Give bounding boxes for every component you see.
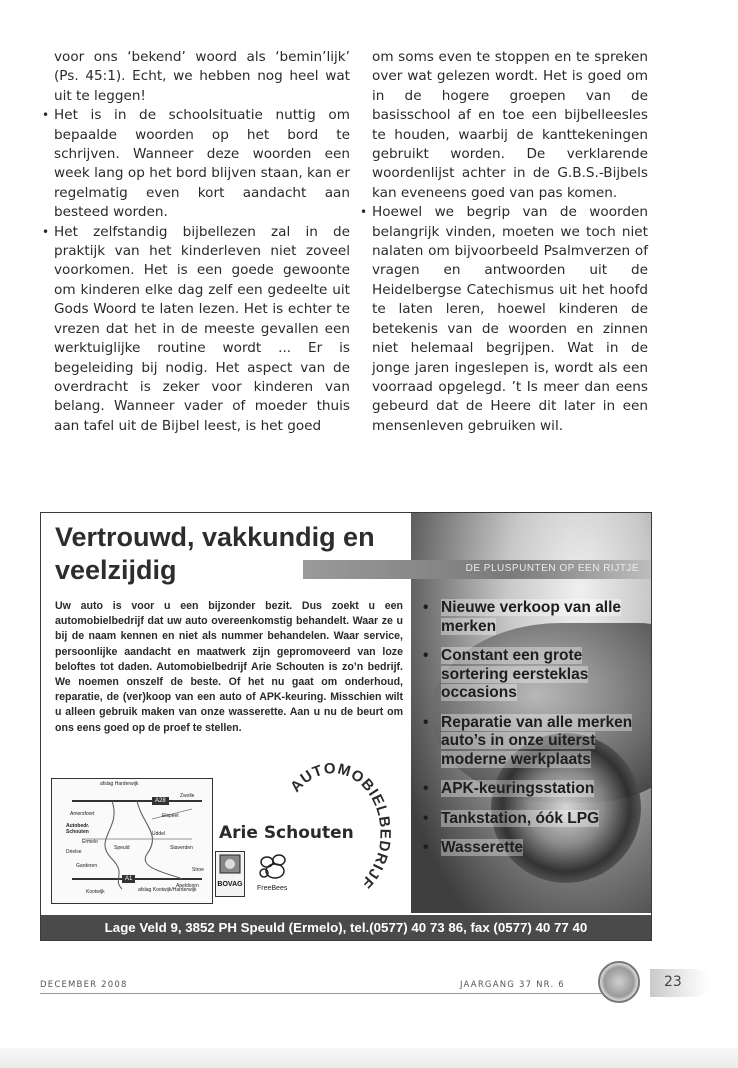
- map-road-label: A28: [152, 797, 169, 805]
- list-item: • Tankstation, óók LPG: [423, 809, 600, 827]
- ad-headline: Vertrouwd, vakkundig en veelzijdig: [55, 522, 375, 585]
- bullet-icon: •: [42, 108, 50, 123]
- freebees-label: FreeBees: [257, 885, 288, 892]
- footer-divider: [40, 993, 605, 994]
- map-label: afslag Harderwijk: [100, 781, 139, 787]
- brand-name: Arie Schouten: [219, 823, 354, 843]
- map-road-label: A1: [122, 875, 135, 883]
- ring-text: AUTOMOBIELBEDRIJF: [287, 760, 394, 892]
- list-item: • Reparatie van alle merken auto’s in onze uiterst moderne werkplaats: [423, 713, 633, 768]
- map-label: Staverden: [170, 845, 193, 851]
- location-map: [51, 778, 213, 904]
- bovag-label: BOVAG: [217, 881, 243, 888]
- article-column-right: [360, 48, 648, 436]
- paragraph: voor ons ‘bekend’ woord als ‘bemin’lijk’ (Ps. 45:1). Echt, we hebben nog heel wat uit te leggen!: [54, 49, 350, 104]
- paragraph: om soms even te stoppen en te spreken over wat gelezen wordt. Het is goed om in de hogere groepen van de basisschool af en toe een bijbelleesles te houden, waarbij de kanttekeningen gebruikt worden. De verklarende woordenlijst achter in de G.B.S.-Bijbels kan eveneens goed van pas komen.: [372, 49, 648, 201]
- bullet-icon: •: [423, 599, 429, 616]
- article-column-left: [42, 48, 350, 436]
- map-label: Stroe: [192, 867, 204, 873]
- bullet-icon: •: [423, 713, 429, 731]
- ad-body-text: Uw auto is voor u een bijzonder bezit. Dus zoekt u een automobielbedrijf dat uw auto overeenkomstig behandelt. Waar ze u bij de naam kennen en niet als nummer behandelen. Waar service, persoonlijke aandacht en maatwerk zijn gepromoveerd van loze beloftes tot daden. Automobielbedrijf Arie Schouten is zo’n bedrijf. We noemen onszelf de beste. Of het nu gaat om onderhoud, reparatie, de (ver)koop van een auto of APK-keuring. Misschien wilt u alleen gebruik maken van onze wasserette. Aan u nu de beurt om ons eens goed op de proef te stellen.: [55, 600, 403, 734]
- map-label: Elspeet: [162, 813, 179, 819]
- bullet-list: [360, 203, 648, 436]
- bovag-logo: [215, 851, 245, 897]
- map-label: Drielse: [66, 849, 82, 855]
- map-label: Autobedr. Schouten: [66, 823, 90, 835]
- bottom-edge: [0, 1048, 738, 1068]
- list-item: • Het zelfstandig bijbellezen zal in de praktijk van het kinderleven niet zoveel voorkomen. Het is een goede gewoonte om kinderen elke dag zelf een gedeelte uit Gods Woord te laten lezen. Het is echter te vrezen dat het in de meeste gevallen een werktuiglijke routine wordt ... Er is begeleiding bij nodig. Het aspect van de overdracht is zeker voor kinderen van belang. Wanneer vader of moeder thuis aan tafel uit de Bijbel leest, is het goed: [42, 223, 350, 434]
- map-label: Kootwijk: [86, 889, 105, 895]
- map-label: afslag Kootwijk/Harderwijk: [138, 887, 197, 893]
- ad-contact-bar: Lage Veld 9, 3852 PH Speuld (Ermelo), tel.(0577) 40 73 86, fax (0577) 40 77 40: [41, 915, 651, 940]
- list-item: • Hoewel we begrip van de woorden belangrijk vinden, moeten we toch niet nalaten om bijvoorbeeld Psalmverzen of vragen en antwoorden uit de Heidelbergse Catechismus uit het hoofd te laten leren, hoewel kinderen de betekenis van de woorden en zinnen niet helemaal begrijpen. Wat in de jonge jaren ingeslepen is, wordt als een voorraad opgelegd. ’t Is meer dan eens gebeurd dat de Heere dit later in een mensenleven gebruiken wil.: [360, 204, 648, 434]
- list-item: • Wasserette: [423, 839, 524, 856]
- advertisement: [40, 512, 652, 941]
- map-label: Apeldoorn: [176, 883, 199, 889]
- seal-icon: [598, 961, 640, 1003]
- list-item: • APK-keuringsstation: [423, 780, 595, 797]
- map-label: Garderen: [76, 863, 98, 869]
- map-label: Zwolle: [180, 793, 195, 799]
- bee-icon: [255, 853, 291, 883]
- bullet-icon: •: [423, 780, 429, 797]
- bullet-icon: •: [423, 839, 429, 856]
- ad-band: [303, 560, 651, 579]
- bullet-icon: •: [423, 647, 429, 664]
- volume-number: JAARGANG 37 NR. 6: [460, 980, 565, 990]
- bovag-emblem-icon: [216, 852, 244, 876]
- list-item: • Het is in de schoolsituatie nuttig om bepaalde woorden op het bord te schrijven. Wanneer deze woorden een week lang op het bord blijven staan, kan er regelmatig even kort aandacht aan besteed worden.: [42, 107, 350, 221]
- issue-date: DECEMBER 2008: [40, 980, 128, 990]
- bullet-icon: •: [42, 224, 50, 239]
- ad-points-list: [421, 599, 641, 869]
- page-number: 23: [664, 974, 682, 990]
- bullet-icon: •: [423, 809, 429, 827]
- list-item: • Constant een grote sortering eersteklas occasions: [423, 647, 589, 701]
- bullet-icon: •: [360, 205, 368, 220]
- map-label: Ermelo: [82, 839, 98, 845]
- list-item: • Nieuwe verkoop van alle merken: [423, 599, 622, 635]
- map-label: Speuld: [114, 845, 130, 851]
- map-label: Uddel: [152, 831, 166, 837]
- map-label: Amersfoort: [70, 811, 95, 817]
- ad-band-text: DE PLUSPUNTEN OP EEN RIJTJE: [465, 563, 639, 574]
- bullet-list: [42, 106, 350, 436]
